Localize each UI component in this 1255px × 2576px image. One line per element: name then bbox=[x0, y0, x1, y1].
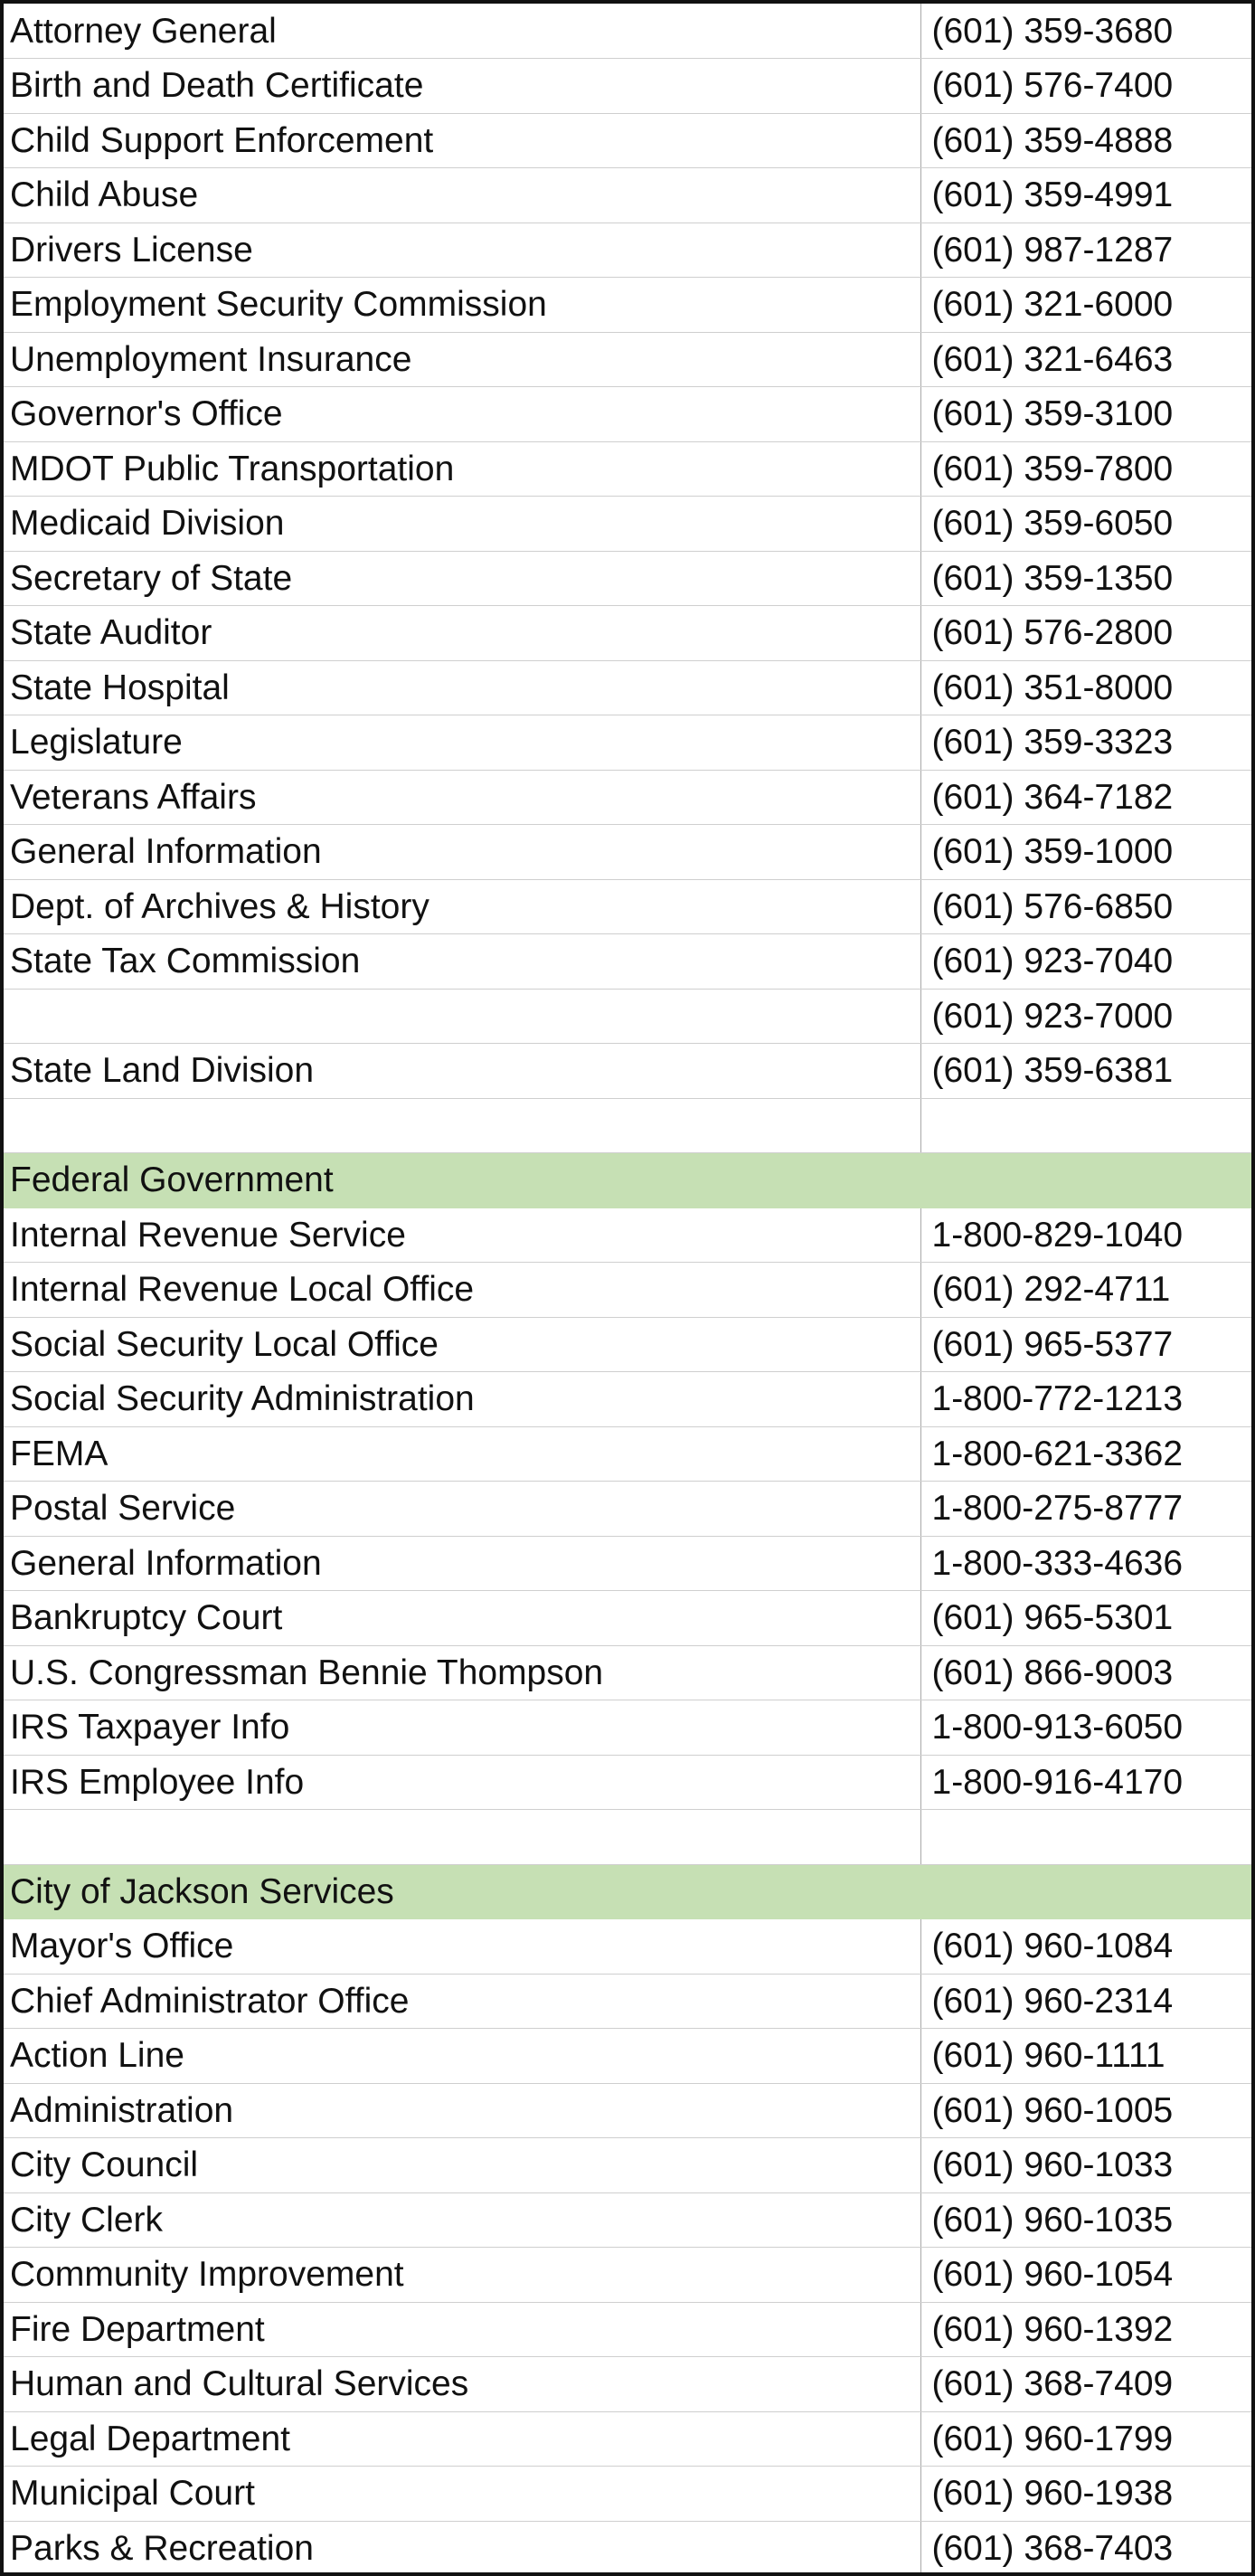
office-name-cell: State Land Division bbox=[4, 1044, 920, 1099]
office-name-cell: Municipal Court bbox=[4, 2467, 920, 2522]
table-row bbox=[4, 387, 1251, 442]
table-row bbox=[4, 4, 1251, 59]
office-name-cell: Postal Service bbox=[4, 1482, 920, 1537]
office-name-cell: MDOT Public Transportation bbox=[4, 441, 920, 497]
phone-number-cell: (601) 359-1350 bbox=[920, 551, 1251, 606]
phone-number-cell: (601) 359-3100 bbox=[920, 387, 1251, 442]
phone-number-cell: (601) 960-1005 bbox=[920, 2083, 1251, 2138]
table-row bbox=[4, 770, 1251, 825]
phone-number-cell: (601) 960-1054 bbox=[920, 2248, 1251, 2303]
table-row bbox=[4, 715, 1251, 771]
phone-number-cell: (601) 359-6381 bbox=[920, 1044, 1251, 1099]
table-row bbox=[4, 168, 1251, 223]
phone-number-cell: (601) 359-6050 bbox=[920, 497, 1251, 552]
table-row bbox=[4, 2248, 1251, 2303]
table-row bbox=[4, 1645, 1251, 1700]
phone-number-cell: (601) 321-6000 bbox=[920, 278, 1251, 333]
phone-number-cell: (601) 965-5377 bbox=[920, 1317, 1251, 1372]
phone-number-cell: 1-800-829-1040 bbox=[920, 1208, 1251, 1263]
blank-row bbox=[4, 1098, 1251, 1153]
table-row bbox=[4, 59, 1251, 114]
table-row bbox=[4, 1591, 1251, 1646]
office-name-cell: IRS Employee Info bbox=[4, 1755, 920, 1810]
phone-number-cell: 1-800-275-8777 bbox=[920, 1482, 1251, 1537]
office-name-cell: FEMA bbox=[4, 1426, 920, 1482]
office-name-cell: Chief Administrator Office bbox=[4, 1974, 920, 2029]
table-row bbox=[4, 497, 1251, 552]
table-row bbox=[4, 2192, 1251, 2248]
office-name-cell: Legal Department bbox=[4, 2411, 920, 2467]
office-name-cell: City Clerk bbox=[4, 2192, 920, 2248]
table-row bbox=[4, 1372, 1251, 1427]
office-name-cell: General Information bbox=[4, 825, 920, 880]
office-name-cell: Governor's Office bbox=[4, 387, 920, 442]
section-header-label: Federal Government bbox=[4, 1153, 1251, 1208]
phone-number-cell: (601) 359-4888 bbox=[920, 113, 1251, 168]
blank-row bbox=[4, 1810, 1251, 1865]
office-name-cell: State Auditor bbox=[4, 606, 920, 661]
section-header-label: City of Jackson Services bbox=[4, 1864, 1251, 1919]
table-row bbox=[4, 1974, 1251, 2029]
table-row bbox=[4, 2302, 1251, 2357]
table-row bbox=[4, 2357, 1251, 2412]
phone-number-cell: 1-800-772-1213 bbox=[920, 1372, 1251, 1427]
phone-number-cell: (601) 965-5301 bbox=[920, 1591, 1251, 1646]
office-name-cell: General Information bbox=[4, 1536, 920, 1591]
table-row bbox=[4, 1536, 1251, 1591]
phone-number-cell: (601) 960-2314 bbox=[920, 1974, 1251, 2029]
phone-number-cell: 1-800-916-4170 bbox=[920, 1755, 1251, 1810]
office-name-cell: Internal Revenue Service bbox=[4, 1208, 920, 1263]
directory-table bbox=[4, 4, 1251, 2576]
empty-cell bbox=[920, 1098, 1251, 1153]
office-name-cell: Unemployment Insurance bbox=[4, 332, 920, 387]
phone-number-cell: 1-800-333-4636 bbox=[920, 1536, 1251, 1591]
phone-number-cell: (601) 960-1938 bbox=[920, 2467, 1251, 2522]
directory-table-body bbox=[4, 4, 1251, 2576]
table-row bbox=[4, 1755, 1251, 1810]
table-row bbox=[4, 825, 1251, 880]
table-row bbox=[4, 879, 1251, 934]
phone-number-cell: (601) 351-8000 bbox=[920, 660, 1251, 715]
office-name-cell: Employment Security Commission bbox=[4, 278, 920, 333]
table-row bbox=[4, 1482, 1251, 1537]
section-header-city bbox=[4, 1864, 1251, 1919]
table-row bbox=[4, 332, 1251, 387]
phone-number-cell: (601) 364-7182 bbox=[920, 770, 1251, 825]
office-name-cell: IRS Taxpayer Info bbox=[4, 1700, 920, 1756]
office-name-cell: Child Support Enforcement bbox=[4, 113, 920, 168]
phone-number-cell: (601) 368-7403 bbox=[920, 2521, 1251, 2576]
office-name-cell: Legislature bbox=[4, 715, 920, 771]
empty-cell bbox=[920, 1810, 1251, 1865]
table-row bbox=[4, 2029, 1251, 2084]
phone-number-cell: (601) 866-9003 bbox=[920, 1645, 1251, 1700]
phone-number-cell: (601) 960-1392 bbox=[920, 2302, 1251, 2357]
empty-cell bbox=[4, 1810, 920, 1865]
table-row bbox=[4, 2138, 1251, 2193]
office-name-cell: Social Security Administration bbox=[4, 1372, 920, 1427]
office-name-cell: Human and Cultural Services bbox=[4, 2357, 920, 2412]
table-row bbox=[4, 1208, 1251, 1263]
office-name-cell: Dept. of Archives & History bbox=[4, 879, 920, 934]
phone-number-cell: (601) 359-4991 bbox=[920, 168, 1251, 223]
table-row bbox=[4, 2411, 1251, 2467]
office-name-cell: Internal Revenue Local Office bbox=[4, 1263, 920, 1318]
office-name-cell: Parks & Recreation bbox=[4, 2521, 920, 2576]
phone-number-cell: (601) 960-1111 bbox=[920, 2029, 1251, 2084]
office-name-cell: Birth and Death Certificate bbox=[4, 59, 920, 114]
table-row bbox=[4, 1919, 1251, 1975]
office-name-cell: U.S. Congressman Bennie Thompson bbox=[4, 1645, 920, 1700]
table-row bbox=[4, 278, 1251, 333]
office-name-cell: Fire Department bbox=[4, 2302, 920, 2357]
office-name-cell: Social Security Local Office bbox=[4, 1317, 920, 1372]
table-row bbox=[4, 551, 1251, 606]
phone-number-cell: (601) 359-1000 bbox=[920, 825, 1251, 880]
table-row bbox=[4, 2083, 1251, 2138]
phone-number-cell: (601) 292-4711 bbox=[920, 1263, 1251, 1318]
phone-number-cell: (601) 576-6850 bbox=[920, 879, 1251, 934]
section-header-federal bbox=[4, 1153, 1251, 1208]
office-name-cell bbox=[4, 989, 920, 1044]
phone-number-cell: (601) 359-7800 bbox=[920, 441, 1251, 497]
office-name-cell: Bankruptcy Court bbox=[4, 1591, 920, 1646]
table-row bbox=[4, 1263, 1251, 1318]
phone-number-cell: (601) 368-7409 bbox=[920, 2357, 1251, 2412]
phone-number-cell: (601) 960-1084 bbox=[920, 1919, 1251, 1975]
office-name-cell: Drivers License bbox=[4, 223, 920, 278]
office-name-cell: State Hospital bbox=[4, 660, 920, 715]
phone-number-cell: (601) 321-6463 bbox=[920, 332, 1251, 387]
office-name-cell: City Council bbox=[4, 2138, 920, 2193]
table-row bbox=[4, 2521, 1251, 2576]
office-name-cell: State Tax Commission bbox=[4, 934, 920, 990]
table-row bbox=[4, 223, 1251, 278]
table-row bbox=[4, 441, 1251, 497]
office-name-cell: Attorney General bbox=[4, 4, 920, 59]
phone-number-cell: (601) 576-7400 bbox=[920, 59, 1251, 114]
table-row bbox=[4, 934, 1251, 990]
office-name-cell: Action Line bbox=[4, 2029, 920, 2084]
empty-cell bbox=[4, 1098, 920, 1153]
office-name-cell: Mayor's Office bbox=[4, 1919, 920, 1975]
office-name-cell: Medicaid Division bbox=[4, 497, 920, 552]
phone-number-cell: (601) 960-1033 bbox=[920, 2138, 1251, 2193]
table-row bbox=[4, 1426, 1251, 1482]
office-name-cell: Veterans Affairs bbox=[4, 770, 920, 825]
office-name-cell: Child Abuse bbox=[4, 168, 920, 223]
office-name-cell: Community Improvement bbox=[4, 2248, 920, 2303]
table-row bbox=[4, 606, 1251, 661]
phone-number-cell: (601) 960-1035 bbox=[920, 2192, 1251, 2248]
office-name-cell: Secretary of State bbox=[4, 551, 920, 606]
table-row bbox=[4, 113, 1251, 168]
phone-number-cell: (601) 359-3323 bbox=[920, 715, 1251, 771]
phone-number-cell: (601) 923-7000 bbox=[920, 989, 1251, 1044]
phone-number-cell: (601) 359-3680 bbox=[920, 4, 1251, 59]
phone-number-cell: 1-800-621-3362 bbox=[920, 1426, 1251, 1482]
table-row bbox=[4, 660, 1251, 715]
table-row bbox=[4, 989, 1251, 1044]
phone-number-cell: (601) 576-2800 bbox=[920, 606, 1251, 661]
table-row bbox=[4, 2467, 1251, 2522]
table-row bbox=[4, 1044, 1251, 1099]
phone-number-cell: (601) 987-1287 bbox=[920, 223, 1251, 278]
table-row bbox=[4, 1317, 1251, 1372]
office-name-cell: Administration bbox=[4, 2083, 920, 2138]
phone-number-cell: (601) 923-7040 bbox=[920, 934, 1251, 990]
phone-number-cell: 1-800-913-6050 bbox=[920, 1700, 1251, 1756]
phone-number-cell: (601) 960-1799 bbox=[920, 2411, 1251, 2467]
table-row bbox=[4, 1700, 1251, 1756]
